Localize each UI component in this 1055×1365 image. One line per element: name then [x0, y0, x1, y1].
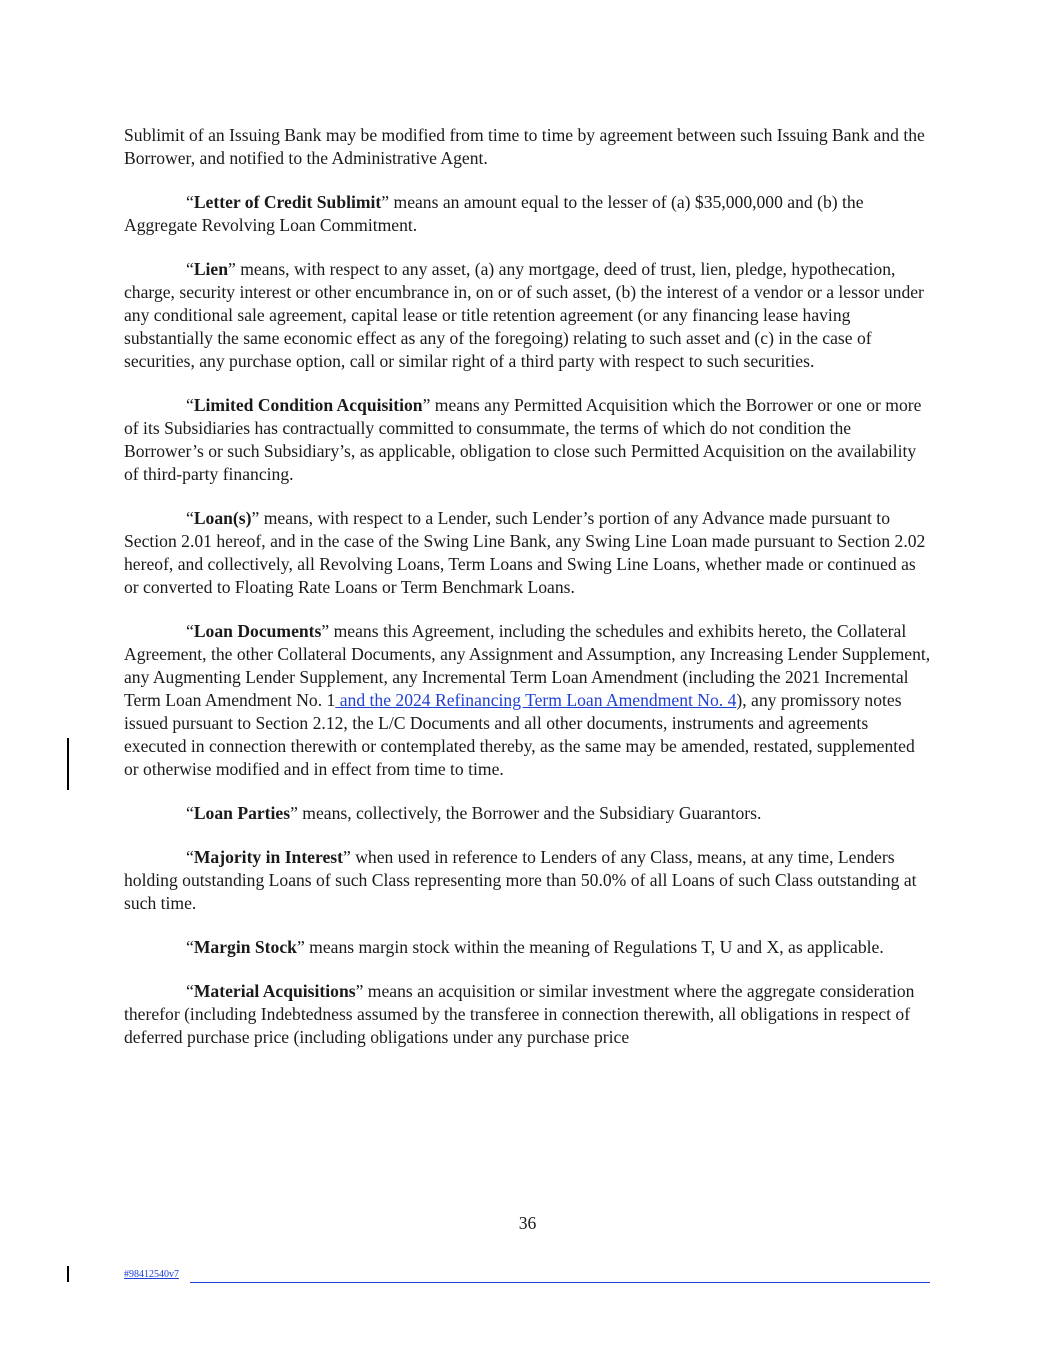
defined-term: Margin Stock [193, 937, 297, 957]
definition-text-continued: ), any promissory notes issued pursuant to Section 2.12, the L/C Documents and all other documents, instruments and agreements executed in connection therewith or contemplated thereby, as the same may be amended, restated, supplemented or otherwise modified and in effect from time to time. [124, 690, 915, 779]
open-quote: “ [186, 847, 194, 867]
open-quote: “ [186, 395, 194, 415]
open-quote: “ [186, 508, 194, 528]
definition-limited-condition-acquisition [124, 394, 932, 486]
defined-term: Loan Parties [193, 803, 291, 823]
change-bar-footer [67, 1266, 69, 1282]
definition-text: ” means any Permitted Acquisition which the Borrower or one or more of its Subsidiaries has contractually committed to consummate, the terms of which do not condition the Borrower’s or such Subsidiary’s, as applicable, obligation to close such Permitted Acquisition on the availability of third-party financing. [124, 395, 922, 484]
defined-term: Lien [193, 259, 229, 279]
paragraph-text: Sublimit of an Issuing Bank may be modified from time to time by agreement between such Issuing Bank and the Borrower, and notified to the Administrative Agent. [124, 125, 925, 168]
definition-loans [124, 507, 932, 599]
defined-term: Limited Condition Acquisition [193, 395, 423, 415]
definition-loan-documents [124, 620, 932, 781]
definition-margin-stock [124, 936, 932, 959]
definition-text: ” means, with respect to a Lender, such Lender’s portion of any Advance made pursuant to Section 2.01 hereof, and in the case of the Swing Line Bank, any Swing Line Loan made pursuant to Section 2.02 hereof, and collectively, all Revolving Loans, Term Loans and Swing Line Loans, whether made or continued as or converted to Floating Rate Loans or Term Benchmark Loans. [124, 508, 926, 597]
page-number: 36 [518, 1213, 537, 1233]
definition-text: ” means this Agreement, including the schedules and exhibits hereto, the Collateral Agreement, the other Collateral Documents, any Assignment and Assumption, any Increasing Lender Supplement, any Augmenting Lender Supplement, any Incremental Term Loan Amendment (including the 2021 Incremental Term Loan Amendment No. 1 [124, 621, 931, 710]
paragraph-sublimit-continuation [124, 124, 932, 170]
open-quote: “ [186, 192, 194, 212]
definition-text: ” when used in reference to Lenders of any Class, means, at any time, Lenders holding outstanding Loans of such Class representing more than 50.0% of all Loans of such Class outstanding at such time. [124, 847, 917, 913]
inserted-text-redline: and the 2024 Refinancing Term Loan Amendment No. 4 [335, 690, 737, 710]
change-bar-loan-documents [67, 738, 69, 790]
definition-letter-of-credit-sublimit [124, 191, 932, 237]
defined-term: Majority in Interest [193, 847, 343, 867]
defined-term: Loan Documents [193, 621, 322, 641]
open-quote: “ [186, 259, 194, 279]
open-quote: “ [186, 981, 194, 1001]
definition-text: ” means, collectively, the Borrower and the Subsidiary Guarantors. [290, 803, 762, 823]
document-body [124, 124, 932, 1070]
defined-term: Letter of Credit Sublimit [193, 192, 382, 212]
definition-text: ” means an amount equal to the lesser of (a) $35,000,000 and (b) the Aggregate Revolving Loan Commitment. [124, 192, 864, 235]
definition-text: ” means, with respect to any asset, (a) any mortgage, deed of trust, lien, pledge, hypothecation, charge, security interest or other encumbrance in, on or of such asset, (b) the interest of a vendor or a lessor under any conditional sale agreement, capital lease or title retention agreement (or any financing lease having substantially the same economic effect as any of the foregoing) relating to such asset and (c) in the case of securities, any purchase option, call or similar right of a third party with respect to such securities. [124, 259, 924, 371]
definition-text: ” means margin stock within the meaning of Regulations T, U and X, as applicable. [296, 937, 884, 957]
definition-lien [124, 258, 932, 373]
definition-material-acquisitions [124, 980, 932, 1049]
open-quote: “ [186, 937, 194, 957]
document-id: #98412540v7 [124, 1269, 179, 1280]
definition-loan-parties [124, 802, 932, 825]
footer-rule [190, 1282, 930, 1283]
definition-majority-in-interest [124, 846, 932, 915]
open-quote: “ [186, 803, 194, 823]
defined-term: Material Acquisitions [193, 981, 356, 1001]
open-quote: “ [186, 621, 194, 641]
definition-text: ” means an acquisition or similar investment where the aggregate consideration therefor (including Indebtedness assumed by the transferee in connection therewith, all obligations in respect of deferred purchase price (including obligations under any purchase price [124, 981, 915, 1047]
defined-term: Loan(s) [193, 508, 252, 528]
